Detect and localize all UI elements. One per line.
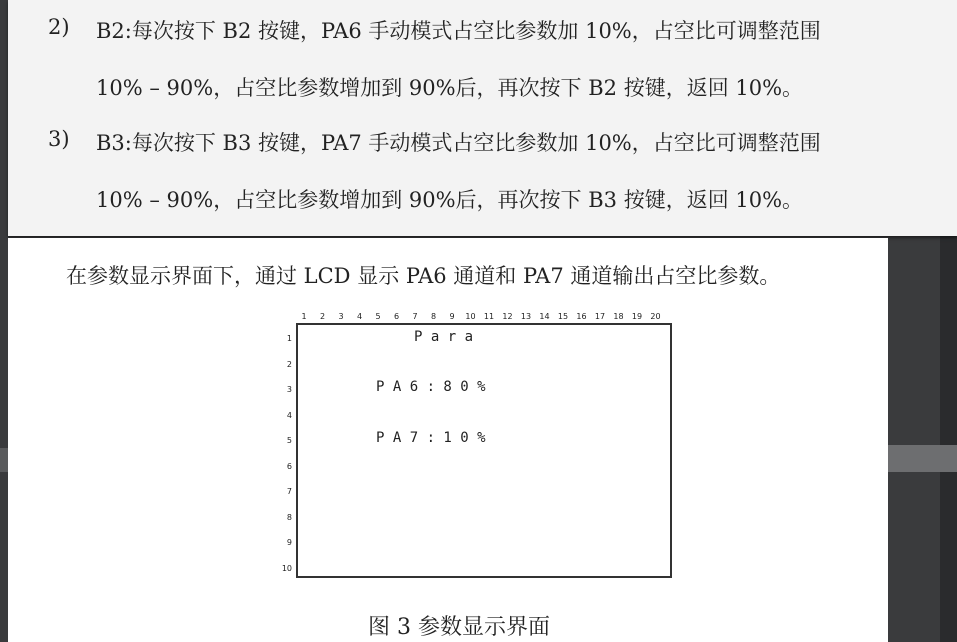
lcd-column-label: 5 — [375, 312, 381, 321]
lcd-column-label: 2 — [319, 312, 326, 321]
lcd-screen — [296, 323, 672, 578]
lcd-row-label: 9 — [286, 538, 292, 547]
lcd-column-label: 17 — [594, 312, 606, 321]
requirements-panel — [8, 0, 957, 236]
lcd-pa7-value: P A 7 : 1 0 % — [376, 430, 486, 446]
lcd-column-label: 12 — [502, 312, 513, 321]
requirement-text-line1: B2:每次按下 B2 按键，PA6 手动模式占空比参数加 10%，占空比可调整范围 — [96, 19, 821, 43]
lcd-row-label: 1 — [286, 334, 292, 343]
lcd-pa6-value: P A 6 : 8 0 % — [376, 379, 486, 395]
figure-caption: 图 3 参数显示界面 — [368, 615, 550, 640]
lcd-row-label: 2 — [286, 359, 292, 369]
requirement-text-line2: 10% – 90%，占空比参数增加到 90%后，再次按下 B3 按键，返回 10%。 — [96, 188, 804, 212]
lcd-column-label: 1 — [301, 312, 307, 321]
requirement-text-line1: B3:每次按下 B3 按键，PA7 手动模式占空比参数加 10%，占空比可调整范围 — [96, 131, 821, 155]
requirement-number: 3) — [48, 127, 70, 151]
lcd-column-label: 10 — [465, 312, 476, 321]
lcd-column-label: 20 — [650, 312, 661, 321]
document-page — [8, 238, 888, 642]
requirement-number: 2) — [48, 15, 70, 39]
lcd-column-label: 8 — [430, 312, 437, 321]
lcd-column-label: 4 — [356, 312, 363, 321]
intro-text: 在参数显示界面下，通过 LCD 显示 PA6 通道和 PA7 通道输出占空比参数。 — [66, 264, 781, 288]
lcd-column-label: 13 — [520, 312, 532, 321]
background-band — [888, 445, 957, 472]
lcd-row-label: 4 — [286, 410, 292, 420]
lcd-column-label: 18 — [613, 312, 624, 321]
lcd-column-label: 15 — [557, 312, 569, 321]
requirement-text-line2: 10% – 90%，占空比参数增加到 90%后，再次按下 B2 按键，返回 10%。 — [96, 76, 804, 100]
lcd-column-label: 16 — [576, 312, 587, 321]
lcd-row-label: 5 — [286, 436, 292, 445]
lcd-column-label: 11 — [483, 312, 495, 321]
lcd-column-label: 7 — [412, 312, 418, 321]
background-edge — [0, 448, 8, 472]
lcd-column-label: 19 — [631, 312, 643, 321]
lcd-row-label: 10 — [281, 563, 292, 573]
lcd-row-label: 8 — [286, 512, 292, 522]
lcd-title: P a r a — [414, 329, 474, 345]
lcd-row-label: 6 — [286, 461, 292, 471]
lcd-column-label: 3 — [338, 312, 344, 321]
lcd-row-label: 7 — [286, 487, 292, 496]
lcd-column-label: 9 — [449, 312, 455, 321]
lcd-row-label: 3 — [286, 385, 292, 394]
lcd-column-label: 14 — [539, 312, 550, 321]
lcd-column-label: 6 — [393, 312, 400, 321]
